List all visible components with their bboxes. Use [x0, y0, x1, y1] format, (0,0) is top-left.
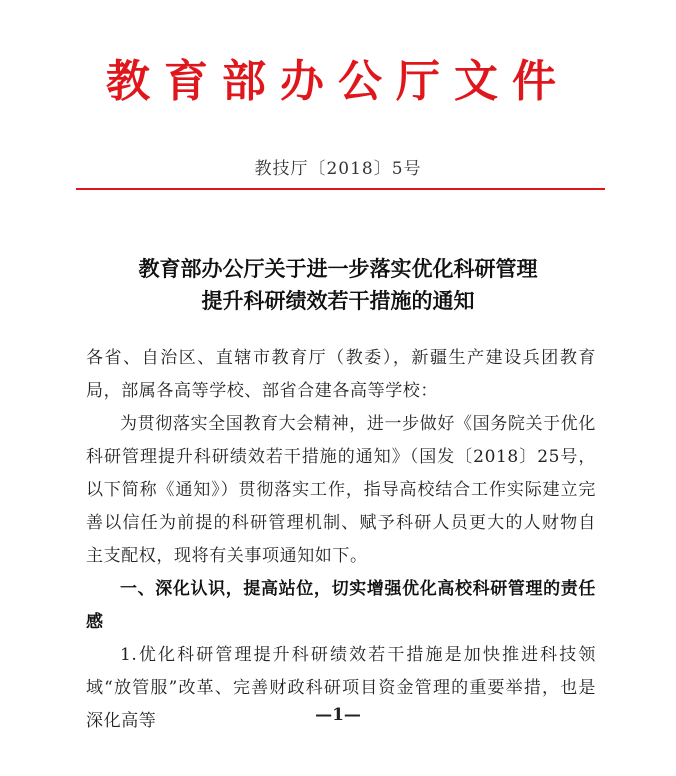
document-title [0, 253, 676, 317]
section-1-item-1: 1.优化科研管理提升科研绩效若干措施是加快推进科技领域“放管服”改革、完善财政科研项目资金管理的重要举措，也是深化高等 [86, 645, 596, 731]
page-number: —1— [315, 705, 361, 725]
document-body [86, 342, 596, 738]
section-1-heading: 一、深化认识，提高站位，切实增强优化高校科研管理的责任感 [86, 579, 596, 632]
intro-paragraph: 为贯彻落实全国教育大会精神，进一步做好《国务院关于优化科研管理提升科研绩效若干措施的通知》（国发〔2018〕25号，以下简称《通知》）贯彻落实工作，指导高校结合工作实际建立完善以信任为前提的科研管理机制、赋予科研人员更大的人财物自主支配权，现将有关事项通知如下。 [86, 414, 596, 566]
document-title-line-2: 提升科研绩效若干措施的通知 [201, 288, 475, 313]
document-title-line-1: 教育部办公厅关于进一步落实优化科研管理 [138, 256, 538, 281]
red-separator-line [76, 188, 605, 190]
addressee-paragraph: 各省、自治区、直辖市教育厅（教委），新疆生产建设兵团教育局，部属各高等学校、部省合建各高等学校： [86, 348, 596, 401]
document-number: 教技厅〔2018〕5号 [254, 159, 422, 179]
issuing-authority-title: 教育部办公厅文件 [106, 56, 570, 107]
